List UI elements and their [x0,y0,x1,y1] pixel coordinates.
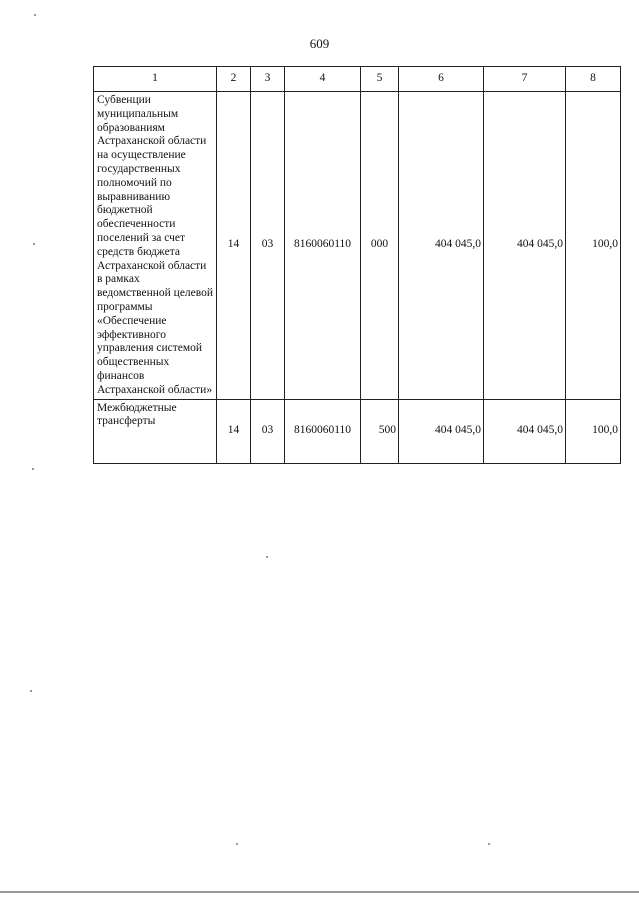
row-description: Межбюджетные трансферты [94,399,217,463]
column-header: 4 [285,67,361,92]
cell-amount-planned: 404 045,0 [399,92,484,400]
cell-section: 14 [217,92,251,400]
scan-speck [34,14,36,16]
scan-speck [266,556,268,558]
table-row [94,399,621,463]
scan-speck [32,468,34,470]
column-header: 5 [361,67,399,92]
cell-target-article: 8160060110 [285,92,361,400]
scan-speck [33,243,35,245]
cell-subsection: 03 [251,399,285,463]
scan-speck [30,690,32,692]
table-row [94,92,621,400]
cell-expense-type: 500 [361,399,399,463]
cell-percent: 100,0 [566,399,621,463]
cell-target-article: 8160060110 [285,399,361,463]
cell-amount-executed: 404 045,0 [484,399,566,463]
column-header: 8 [566,67,621,92]
column-header: 3 [251,67,285,92]
cell-amount-executed: 404 045,0 [484,92,566,400]
cell-amount-planned: 404 045,0 [399,399,484,463]
cell-percent: 100,0 [566,92,621,400]
scan-speck [236,843,238,845]
scan-edge-line [0,891,639,893]
row-description: Субвенции муниципальным образованиям Астраханской области на осуществление государственных полномочий по выравниванию бюджетной обеспеченности поселений за счет средств бюджета Астраханской области в рамках ведомственной целевой программы «Обеспечение эффективного управления системой общественных финансов Астраханской области» [94,92,217,400]
column-header: 6 [399,67,484,92]
column-header: 1 [94,67,217,92]
page-number: 609 [309,36,330,51]
column-header: 2 [217,67,251,92]
cell-expense-type: 000 [361,92,399,400]
cell-section: 14 [217,399,251,463]
column-header: 7 [484,67,566,92]
budget-table [93,66,621,464]
table-header-row [94,67,621,92]
cell-subsection: 03 [251,92,285,400]
scan-speck [488,843,490,845]
